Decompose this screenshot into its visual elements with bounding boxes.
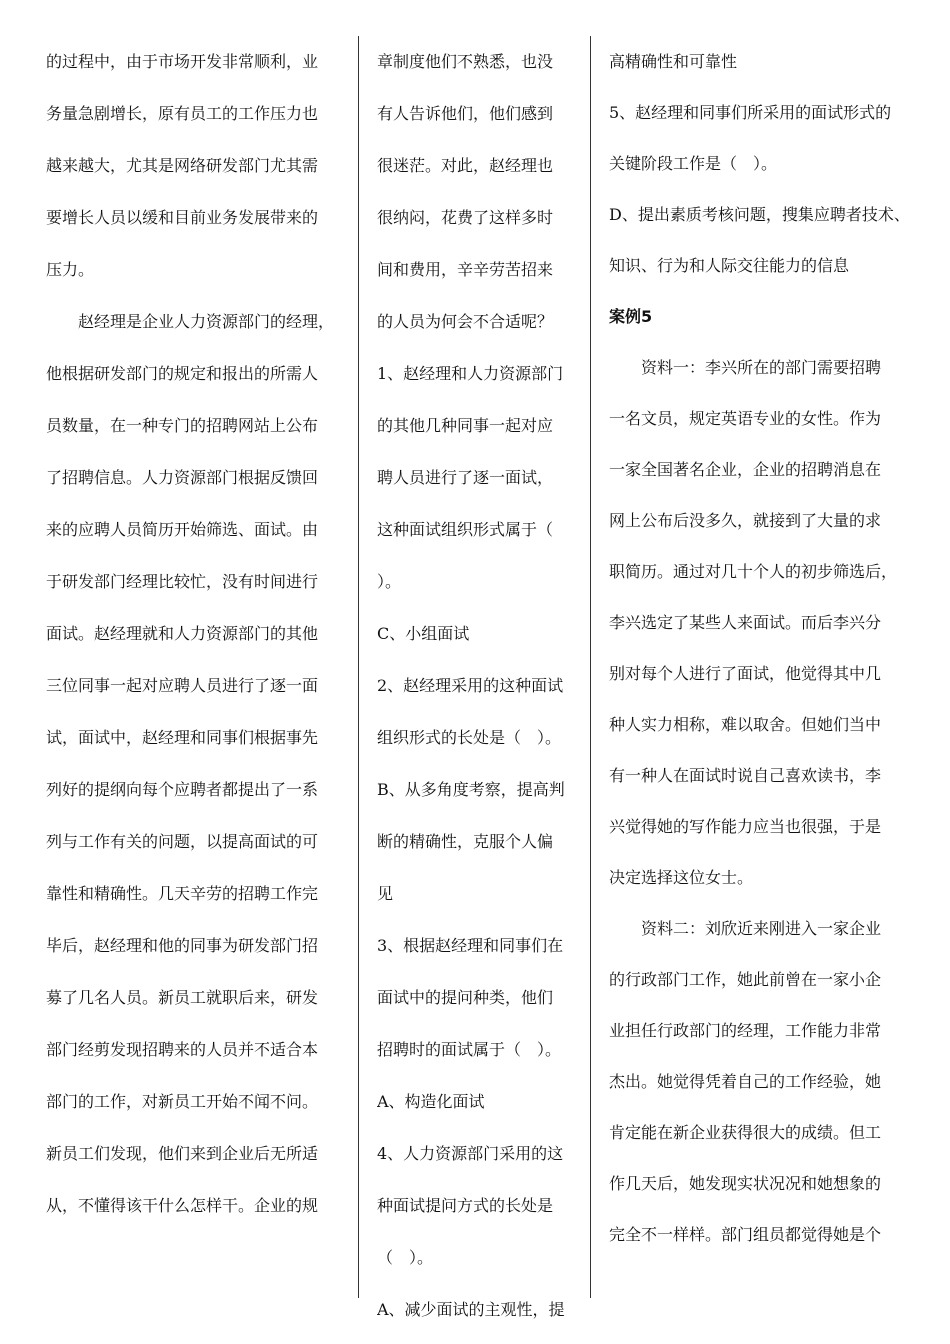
- text-line: C、小组面试: [377, 624, 470, 643]
- text-line: 面试。赵经理就和人力资源部门的其他: [46, 624, 319, 643]
- text-line: 很迷茫。对此，赵经理也: [377, 156, 554, 175]
- column-divider-right: [590, 36, 591, 1298]
- text-line: 有人告诉他们，他们感到: [377, 104, 554, 123]
- text-line: 高精确性和可靠性: [609, 52, 738, 71]
- left-column: [46, 36, 344, 1232]
- text-line: 新员工们发现，他们来到企业后无所适: [46, 1144, 319, 1163]
- text-line: 兴觉得她的写作能力应当也很强，于是: [609, 817, 882, 836]
- text-line: 一家全国著名企业，企业的招聘消息在: [609, 460, 882, 479]
- text-line: A、减少面试的主观性，提: [377, 1300, 565, 1319]
- text-line: ）。: [377, 572, 402, 591]
- text-line: 员数量，在一种专门的招聘网站上公布: [46, 416, 319, 435]
- text-line: 种人实力相称，难以取舍。但她们当中: [609, 715, 882, 734]
- text-line: 要增长人员以缓和目前业务发展带来的: [46, 208, 319, 227]
- text-line: 这种面试组织形式属于（: [377, 520, 554, 539]
- text-line: 他根据研发部门的规定和报出的所需人: [46, 364, 319, 383]
- text-line: 完全不一样样。部门组员都觉得她是个: [609, 1225, 882, 1244]
- text-line: 组织形式的长处是（ ）。: [377, 728, 562, 747]
- text-line: 肯定能在新企业获得很大的成绩。但工: [609, 1123, 882, 1142]
- right-column: [609, 36, 914, 1260]
- text-line: 资料一：李兴所在的部门需要招聘: [609, 358, 882, 377]
- text-line: 的过程中，由于市场开发非常顺利，业: [46, 52, 319, 71]
- text-line: 越来越大，尤其是网络研发部门尤其需: [46, 156, 319, 175]
- text-line: 断的精确性，克服个人偏: [377, 832, 554, 851]
- text-line: B、从多角度考察，提高判: [377, 780, 565, 799]
- text-line: 从，不懂得该干什么怎样干。企业的规: [46, 1196, 319, 1215]
- text-line: 1、赵经理和人力资源部门: [377, 364, 564, 383]
- text-line: 业担任行政部门的经理，工作能力非常: [609, 1021, 882, 1040]
- text-line: 的人员为何会不合适呢？: [377, 312, 554, 331]
- text-line: 4、人力资源部门采用的这: [377, 1144, 564, 1163]
- text-line: 一名文员，规定英语专业的女性。作为: [609, 409, 882, 428]
- text-line: 关键阶段工作是（ ）。: [609, 154, 778, 173]
- text-line: 种面试提问方式的长处是: [377, 1196, 554, 1215]
- text-line: 有一种人在面试时说自己喜欢读书，李: [609, 766, 882, 785]
- text-line: D、提出素质考核问题，搜集应聘者技术、: [609, 205, 910, 224]
- text-line: A、构造化面试: [377, 1092, 485, 1111]
- text-line: 部门经剪发现招聘来的人员并不适合本: [46, 1040, 319, 1059]
- text-line: 间和费用，辛辛劳苦招来: [377, 260, 554, 279]
- text-line: 职简历。通过对几十个人的初步筛选后，: [609, 562, 898, 581]
- text-line: 试，面试中，赵经理和同事们根据事先: [46, 728, 319, 747]
- middle-column: [377, 36, 577, 1336]
- text-line: 招聘时的面试属于（ ）。: [377, 1040, 562, 1059]
- text-line: 5、赵经理和同事们所采用的面试形式的: [609, 103, 892, 122]
- text-line: 知识、行为和人际交往能力的信息: [609, 256, 850, 275]
- text-line: 赵经理是企业人力资源部门的经理，: [46, 312, 335, 331]
- text-line: 部门的工作，对新员工开始不闻不问。: [46, 1092, 319, 1111]
- text-line: 很纳闷，花费了这样多时: [377, 208, 554, 227]
- text-line: 面试中的提问种类，他们: [377, 988, 554, 1007]
- text-line: 网上公布后没多久，就接到了大量的求: [609, 511, 882, 530]
- text-line: 章制度他们不熟悉，也没: [377, 52, 554, 71]
- text-line: 别对每个人进行了面试，他觉得其中几: [609, 664, 882, 683]
- text-line: （ ）。: [377, 1248, 434, 1267]
- text-line: 聘人员进行了逐一面试，: [377, 468, 554, 487]
- text-line: 务量急剧增长，原有员工的工作压力也: [46, 104, 319, 123]
- text-line: 列与工作有关的问题，以提高面试的可: [46, 832, 319, 851]
- section-heading: 案例5: [609, 307, 653, 326]
- text-line: 了招聘信息。人力资源部门根据反馈回: [46, 468, 319, 487]
- column-divider-left: [358, 36, 359, 1298]
- text-line: 募了几名人员。新员工就职后来，研发: [46, 988, 319, 1007]
- text-line: 压力。: [46, 260, 95, 279]
- text-line: 决定选择这位女士。: [609, 868, 754, 887]
- text-line: 3、根据赵经理和同事们在: [377, 936, 564, 955]
- text-line: 杰出。她觉得凭着自己的工作经验，她: [609, 1072, 882, 1091]
- text-line: 靠性和精确性。几天辛劳的招聘工作完: [46, 884, 319, 903]
- text-line: 作几天后，她发现实状况况和她想象的: [609, 1174, 882, 1193]
- text-line: 毕后，赵经理和他的同事为研发部门招: [46, 936, 319, 955]
- text-line: 的行政部门工作，她此前曾在一家小企: [609, 970, 882, 989]
- text-line: 见: [377, 884, 394, 903]
- text-line: 李兴选定了某些人来面试。而后李兴分: [609, 613, 882, 632]
- text-line: 三位同事一起对应聘人员进行了逐一面: [46, 676, 319, 695]
- text-line: 列好的提纲向每个应聘者都提出了一系: [46, 780, 319, 799]
- text-line: 2、赵经理采用的这种面试: [377, 676, 564, 695]
- text-line: 资料二：刘欣近来刚进入一家企业: [609, 919, 882, 938]
- text-line: 于研发部门经理比较忙，没有时间进行: [46, 572, 319, 591]
- text-line: 的其他几种同事一起对应: [377, 416, 554, 435]
- text-line: 来的应聘人员简历开始筛选、面试。由: [46, 520, 319, 539]
